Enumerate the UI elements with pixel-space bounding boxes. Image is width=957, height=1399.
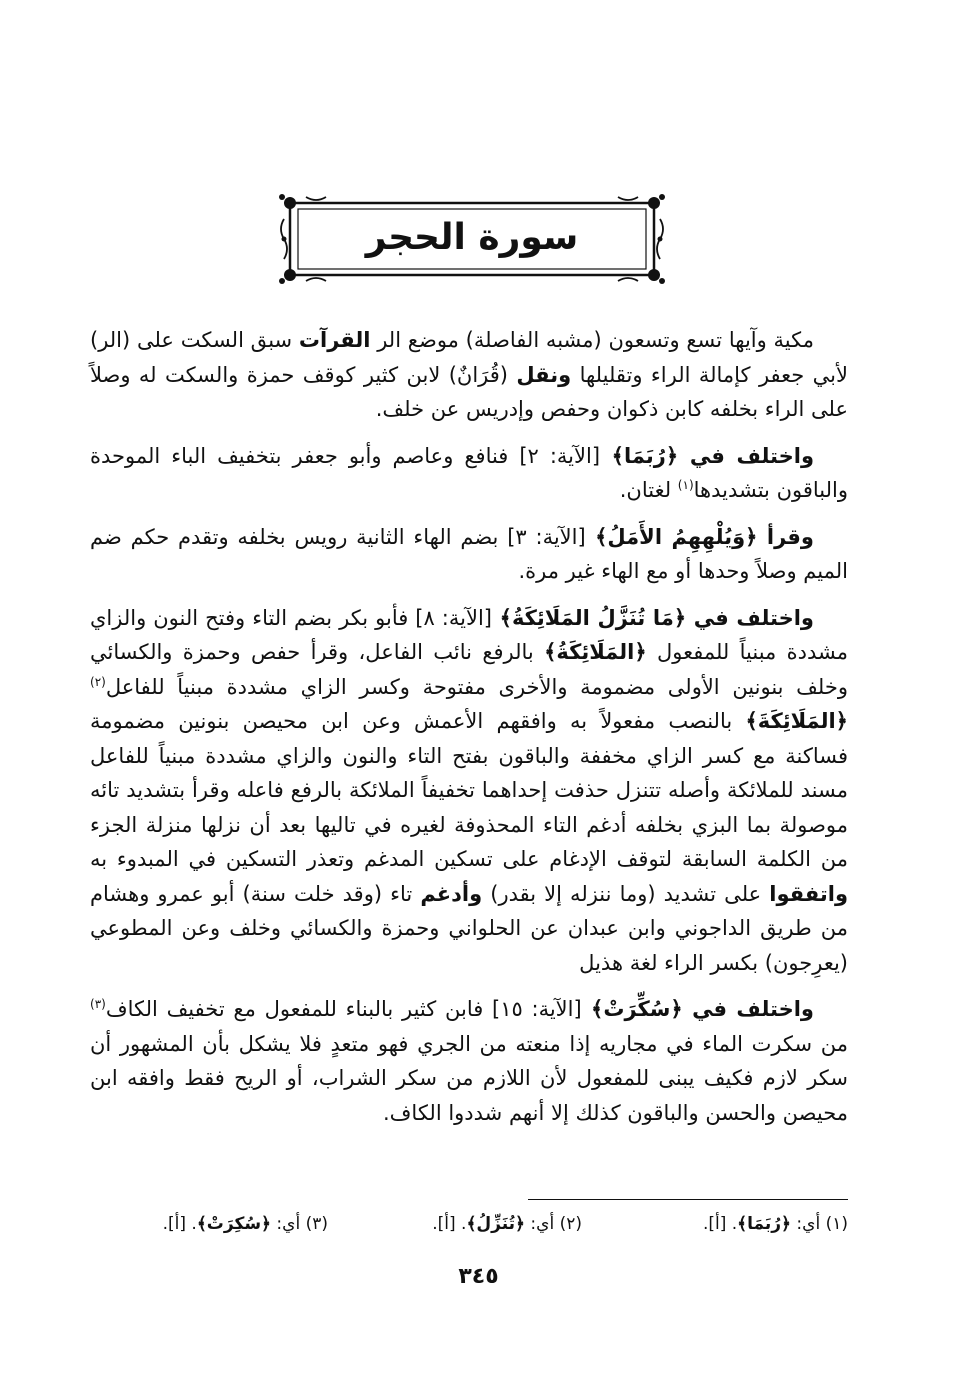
footnote-1: (١) أي: ﴿رُبَمَا﴾. [أ].	[702, 1214, 848, 1234]
footnote-ref-3: (٣)	[90, 997, 106, 1011]
paragraph-2: واختلف في ﴿رُبَمَا﴾ [الآية: ٢] فنافع وعاصم وأبو جعفر بتخفيف الباء الموحدة والباقون بتشديدها$^{(١)}$ لغتان.	[90, 443, 848, 502]
footnote-2: (٢) أي: ﴿تُنَزِّلُ﴾. [أ].	[432, 1214, 582, 1234]
page-number: ٣٤٥	[458, 1264, 499, 1289]
footnote-ref-2: (٢)	[90, 674, 106, 689]
body-text	[90, 323, 848, 1130]
paragraph-5: واختلف في ﴿سُكِّرَتْ﴾ [الآية: ١٥] فابن كثير بالبناء للمفعول مع تخفيف الكاف$^{(٣)}$ من سكرت الماء في مجاريه إذا منعته من الجري فهو متعدٍ فلا يشكل بأن المشهور أن سكر لازم فكيف يبنى للمفعول لأن اللازم من سكر الشراب، أو الريح فقط وافقه ابن محيصن والحسن والباقون كذلك إلا أنهم شددوا الكاف.	[90, 997, 848, 1125]
footnotes	[110, 1207, 848, 1241]
paragraph-1: مكية وآيها تسع وتسعون (مشبه الفاصلة) موضع الر القرآت سبق السكت على (الر) لأبي جعفر كإمالة الراء وتقليلها ونقل (قُرَانٌ) لابن كثير كوقف حمزة والسكت له وصلاً على الراء بخلفه كابن ذكوان وحفص وإدريس عن خلف.	[90, 328, 848, 421]
surah-title: سورة الحجر	[365, 217, 579, 258]
footnote-3: (٣) أي: ﴿سُكِرَتْ﴾. [أ].	[162, 1214, 328, 1234]
footnote-ref-1: (١)	[677, 478, 694, 492]
paragraph-4: واختلف في ﴿مَا تُنَزَّلُ المَلَائِكَةُ﴾ [الآية: ٨] فأبو بكر بضم التاء وفتح النون والزاي مشددة مبنياً للمفعول ﴿المَلَائِكَةُ﴾ بالرفع نائب الفاعل، وقرأ حفص وحمزة والكسائي وخلف بنونين الأولى مضمومة والأخرى مفتوحة وكسر الزاي مشددة مبنياً للفاعل$^{(٢)}$ ﴿المَلَائِكَةَ﴾ بالنصب مفعولاً به وافقهم الأعمش وعن ابن محيصن بنونين مضمومة فساكنة مع كسر الزاي مخففة والباقون بفتح التاء والنون والزاي مشددة مبنياً للفاعل مسند للملائكة وأصله تتنزل حذفت إحداهما تخفيفاً الملائكة بالرفع فاعله وقرأ بتشديد تائه موصولة بما البزي بخلفه أدغم التاء المحذوفة لغيره في تاليها بعد أن نزلها منزلة الجزء من الكلمة السابقة لتوقف الإدغام على تسكين المدغم وتعذر التسكين في المبدوء به واتفقوا على تشديد (وما ننزله إلا بقدر) وأدغم تاء (وقد خلت سنة) أبو عمرو وهشام من طريق الداجوني وابن عبدان عن الحلواني وحمزة والكسائي وخلف وعن المطوعي (يعرِجون) بكسر الراء لغة هذيل	[90, 605, 848, 975]
paragraph-3: وقرأ ﴿وَيُلْهِهِمُ الأَمَلُ﴾ [الآية: ٣] بضم الهاء الثانية رويس بخلفه وتقدم حكم ضم الميم وصلاً وحدها أو مع الهاء غير مرة.	[90, 524, 848, 583]
footnote-separator	[528, 1199, 848, 1200]
surah-title-frame	[276, 193, 668, 285]
